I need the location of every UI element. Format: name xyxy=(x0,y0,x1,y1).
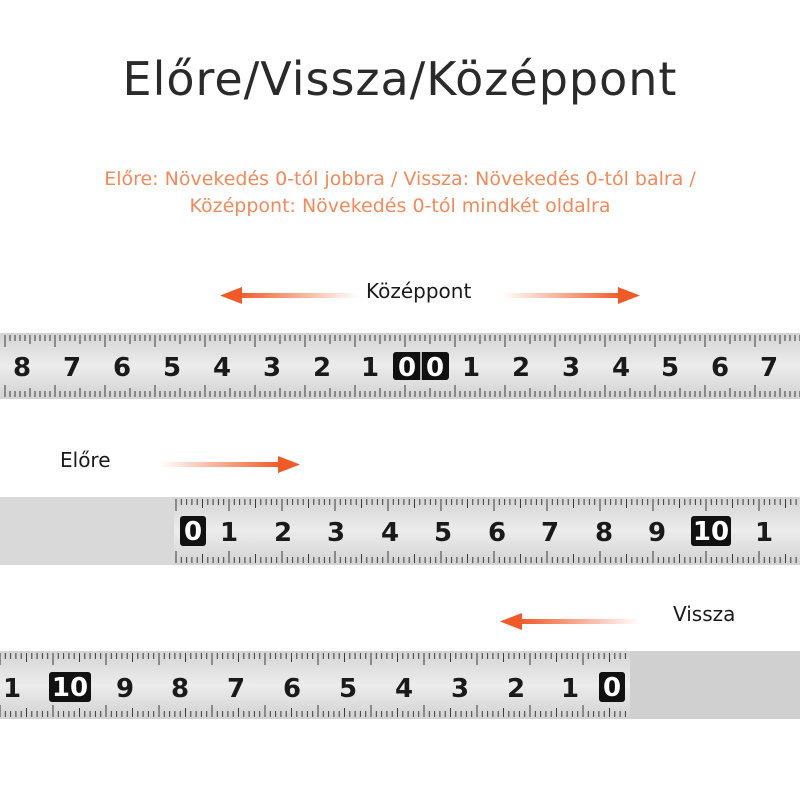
tape-number: 1 xyxy=(360,353,380,383)
forward-label: Előre xyxy=(60,448,111,472)
tape-number: 4 xyxy=(212,353,232,383)
tape-number: 9 xyxy=(647,518,667,548)
subtitle-line-2: Középpont: Növekedés 0-tól mindkét oldalra xyxy=(189,195,611,217)
forward-arrow-icon xyxy=(158,455,300,475)
tape-number: 5 xyxy=(433,518,453,548)
center-tape-ruler xyxy=(0,333,800,399)
tape-number: 8 xyxy=(12,353,32,383)
tape-number: 4 xyxy=(611,353,631,383)
tape-number: 2 xyxy=(506,674,526,704)
tape-number: 6 xyxy=(112,353,132,383)
tape-number: 5 xyxy=(162,353,182,383)
center-label: Középpont xyxy=(366,279,472,303)
tape-number: 7 xyxy=(759,353,779,383)
tape-number: 3 xyxy=(561,353,581,383)
tape-number: 4 xyxy=(394,674,414,704)
tape-number: 1 xyxy=(2,674,22,704)
tape-number: 7 xyxy=(226,674,246,704)
tape-number: 2 xyxy=(511,353,531,383)
tape-number: 9 xyxy=(115,674,135,704)
tape-number: 7 xyxy=(540,518,560,548)
backward-arrow-icon xyxy=(500,612,642,632)
tape-number: 8 xyxy=(594,518,614,548)
boxed-number: 0 xyxy=(602,673,622,703)
forward-tape-ruler xyxy=(0,497,800,565)
tape-number: 2 xyxy=(312,353,332,383)
tape-number: 6 xyxy=(487,518,507,548)
page-title: Előre/Vissza/Középpont xyxy=(122,52,678,106)
tape-number: 2 xyxy=(273,518,293,548)
boxed-number: 0 xyxy=(183,517,203,547)
center-right-arrow-icon xyxy=(500,286,640,306)
backward-tape-ruler xyxy=(0,651,800,719)
tape-number: 6 xyxy=(282,674,302,704)
boxed-number: 10 xyxy=(51,673,89,703)
tape-number: 8 xyxy=(170,674,190,704)
tape-number: 1 xyxy=(461,353,481,383)
tape-number: 1 xyxy=(754,518,774,548)
tape-number: 1 xyxy=(560,674,580,704)
tape-number: 7 xyxy=(62,353,82,383)
boxed-number: 0 xyxy=(425,353,445,383)
backward-label: Vissza xyxy=(673,602,736,626)
tape-number: 5 xyxy=(660,353,680,383)
boxed-number: 0 xyxy=(397,353,417,383)
center-left-arrow-icon xyxy=(220,286,360,306)
tape-number: 5 xyxy=(338,674,358,704)
tape-number: 3 xyxy=(450,674,470,704)
subtitle-line-1: Előre: Növekedés 0-tól jobbra / Vissza: Növekedés 0-tól balra / xyxy=(104,168,696,190)
tape-number: 3 xyxy=(326,518,346,548)
boxed-number: 10 xyxy=(692,517,730,547)
tape-number: 3 xyxy=(262,353,282,383)
tape-number: 4 xyxy=(380,518,400,548)
tape-number: 6 xyxy=(710,353,730,383)
subtitle xyxy=(40,166,760,220)
tape-number: 1 xyxy=(219,518,239,548)
